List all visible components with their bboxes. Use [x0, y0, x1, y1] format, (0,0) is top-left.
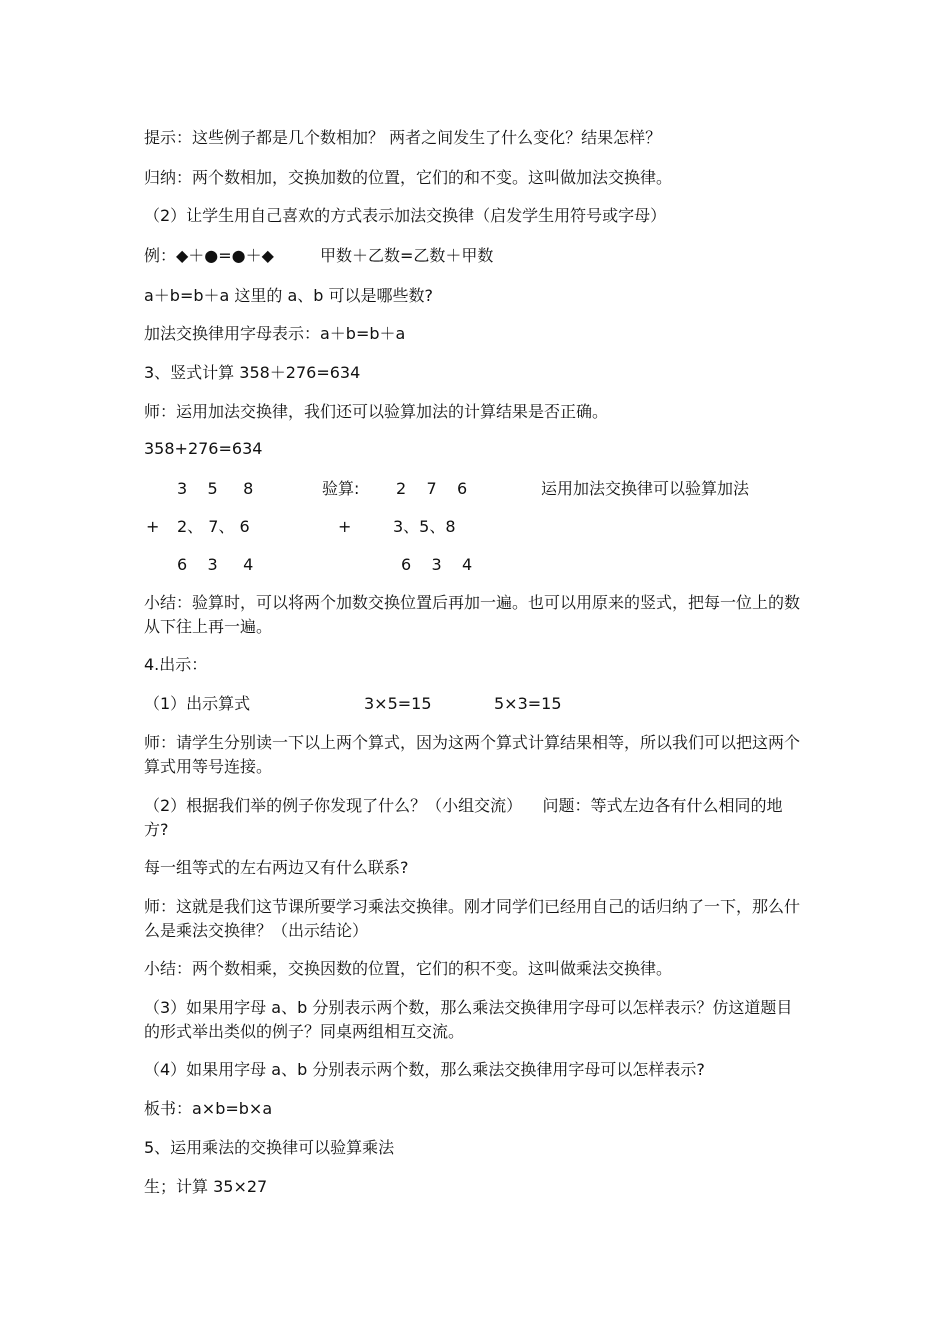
section-5-title: 5、运用乘法的交换律可以验算乘法	[144, 1138, 395, 1157]
teacher-check-line: 师：运用加法交换律，我们还可以验算加法的计算结果是否正确。	[144, 402, 609, 421]
vertical-row3-right: 6 3 4	[401, 555, 473, 574]
item-3-line: （3）如果用字母 a、b 分别表示两个数，那么乘法交换律用字母可以怎样表示？仿这道题目的形式举出类似的例子？同桌两组相互交流。	[144, 998, 793, 1041]
hint-line: 提示：这些例子都是几个数相加？ 两者之间发生了什么变化？结果怎样？	[144, 128, 662, 147]
plus-sign-right: +	[338, 517, 352, 536]
vertical-row3-left: 6 3 4	[177, 555, 254, 574]
example-words: 甲数＋乙数=乙数＋甲数	[320, 246, 494, 265]
item-1-label: （1）出示算式	[144, 694, 251, 713]
ab-question: a＋b=b＋a 这里的 a、b 可以是哪些数?	[144, 286, 434, 305]
board-line: 板书：a×b=b×a	[144, 1099, 273, 1118]
each-group-line: 每一组等式的左右两边又有什么联系?	[144, 858, 409, 877]
equation-line: 358+276=634	[144, 439, 263, 458]
item-2b-line: （2）根据我们举的例子你发现了什么？（小组交流） 问题：等式左边各有什么相同的地方?	[144, 796, 783, 839]
summary-check: 小结：验算时，可以将两个加数交换位置后再加一遍。也可以用原来的竖式，把每一位上的数从下往上再一遍。	[144, 593, 801, 636]
item-1-equation-2: 5×3=15	[494, 694, 562, 713]
section-4-title: 4.出示：	[144, 655, 208, 674]
vertical-row1-right: 2 7 6	[396, 479, 468, 498]
section-3-title: 3、竖式计算 358＋276=634	[144, 363, 361, 382]
vertical-row2-left: 2、 7、 6	[177, 517, 250, 536]
vertical-row2-right: 3、5、8	[393, 517, 456, 536]
item-1-equation-1: 3×5=15	[364, 694, 432, 713]
teacher-read-line: 师：请学生分别读一下以上两个算式，因为这两个算式计算结果相等，所以我们可以把这两个算式用等号连接。	[144, 733, 801, 776]
vertical-row1-left: 3 5 8	[177, 479, 254, 498]
addition-conclusion: 归纳：两个数相加，交换加数的位置，它们的和不变。这叫做加法交换律。	[144, 168, 673, 187]
example-symbols: 例：◆＋●=●＋◆	[144, 246, 274, 265]
item-2-line: （2）让学生用自己喜欢的方式表示加法交换律（启发学生用符号或字母）	[144, 206, 667, 225]
vertical-note: 运用加法交换律可以验算加法	[541, 479, 750, 498]
check-label: 验算:	[322, 479, 360, 498]
student-calc-line: 生；计算 35×27	[144, 1177, 268, 1196]
summary-mult: 小结：两个数相乘，交换因数的位置，它们的积不变。这叫做乘法交换律。	[144, 959, 673, 978]
item-4-line: （4）如果用字母 a、b 分别表示两个数，那么乘法交换律用字母可以怎样表示?	[144, 1060, 705, 1079]
plus-sign-left: +	[146, 517, 160, 536]
teacher-mult-line: 师：这就是我们这节课所要学习乘法交换律。刚才同学们已经用自己的话归纳了一下，那么什么是乘法交换律？（出示结论）	[144, 897, 801, 940]
addition-letters: 加法交换律用字母表示：a＋b=b＋a	[144, 324, 406, 343]
